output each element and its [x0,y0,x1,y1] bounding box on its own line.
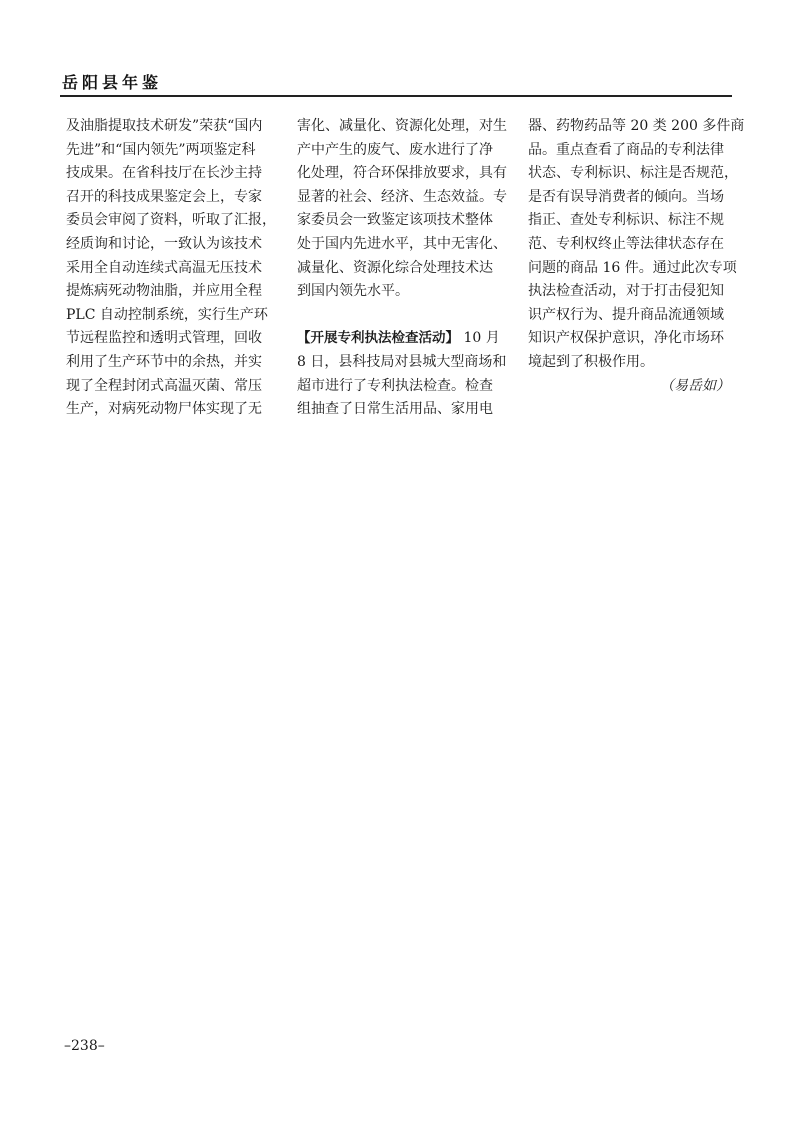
text-line: 节远程监控和透明式管理，回收 [66,330,262,347]
page-number: –238– [64,1038,105,1054]
paragraph-gap [297,304,501,328]
section-heading-line [297,327,501,351]
text-line: 现了全程封闭式高温灭菌、常压 [66,377,262,394]
text-line: 器、药物药品等 20 类 200 多件商 [528,118,745,134]
text-line: 生产，对病死动物尸体实现了无 [66,401,262,418]
text-line: 范、专利权终止等法律状态存在 [528,235,724,252]
text-column-2 [297,115,507,422]
text-column-1 [66,115,276,422]
running-head-title: 岳阳县年鉴 [62,73,163,92]
text-line: 化处理，符合环保排放要求，具有 [297,165,507,182]
text-line: PLC 自动控制系统，实行生产环 [66,306,268,323]
text-line: 问题的商品 16 件。通过此次专项 [528,259,737,276]
text-line: 显著的社会、经济、生态效益。专 [297,188,507,205]
text-line: 指正、查处专利标识、标注不规 [528,212,724,229]
text-line: 品。重点查看了商品的专利法律 [528,141,724,158]
text-column-3 [528,115,745,398]
text-line: 状态、专利标识、标注是否规范， [528,165,738,182]
author-signature: （易岳如） [660,377,730,394]
text-line: 召开的科技成果鉴定会上，专家 [66,188,262,205]
text-line: 及油脂提取技术研发”荣获“国内 [66,118,263,134]
text-line: 利用了生产环节中的余热，并实 [66,353,262,370]
text-line: 境起到了积极作用。 [528,353,654,370]
text-line: 识产权行为、提升商品流通领域 [528,306,724,323]
text-line: 减量化、资源化综合处理技术达 [297,259,493,276]
text-line: 组抽查了日常生活用品、家用电 [297,401,493,418]
heading-tail: 10 月 [459,330,500,347]
text-line: 家委员会一致鉴定该项技术整体 [297,212,493,229]
text-line: 害化、减量化、资源化处理，对生 [297,118,507,134]
text-line: 技成果。在省科技厅在长沙主持 [66,165,262,182]
text-line: 是否有误导消费者的倾向。当场 [528,188,724,205]
text-line: 执法检查活动，对于打击侵犯知 [528,283,724,300]
section-heading: 【开展专利执法检查活动】 [297,330,459,347]
text-line: 8 日，县科技局对县城大型商场和 [297,353,507,370]
text-line: 委员会审阅了资料，听取了汇报， [66,212,276,229]
text-line: 经质询和讨论，一致认为该技术 [66,235,262,252]
header-rule [60,95,732,97]
text-line: 到国内领先水平。 [297,283,409,300]
text-line: 采用全自动连续式高温无压技术 [66,259,262,276]
text-line: 产中产生的废气、废水进行了净 [297,141,493,158]
text-line: 知识产权保护意识，净化市场环 [528,330,724,347]
text-line: 提炼病死动物油脂，并应用全程 [66,283,262,300]
text-line: 超市进行了专利执法检查。检查 [297,377,493,394]
text-line: 先进”和“国内领先”两项鉴定科 [66,141,256,158]
text-line: 处于国内先进水平，其中无害化、 [297,235,507,252]
